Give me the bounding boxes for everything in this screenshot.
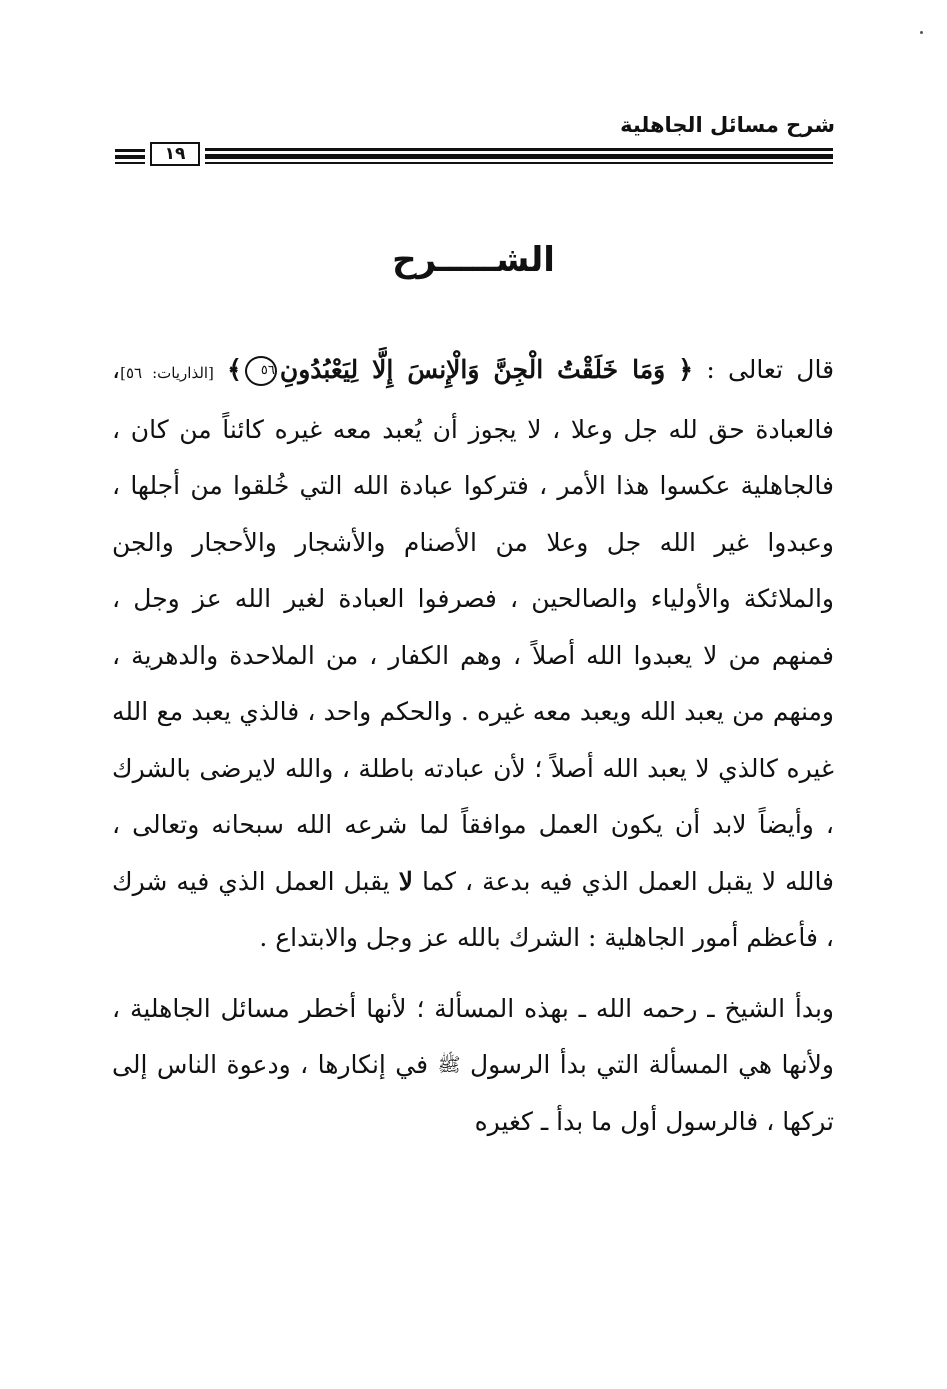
paragraph-2-text-b: في إنكارها ، ودعوة الناس إلى تركها ، فالرسول أول ما بدأ ـ كغيره — [112, 1050, 834, 1136]
paragraph-2-text-a: وبدأ الشيخ ـ رحمه الله ـ بهذه المسألة ؛ لأنها أخطر مسائل الجاهلية ، ولأنها هي المسألة التي بدأ الرسول — [112, 993, 834, 1079]
paragraph-1 — [112, 342, 834, 967]
section-heading: الشـــــرح — [392, 240, 555, 280]
salawat-symbol: ﷺ — [437, 1054, 461, 1076]
header-rule — [205, 146, 833, 166]
scan-speck — [920, 31, 923, 34]
header-rule-short — [115, 146, 145, 166]
paragraph-2 — [112, 981, 834, 1151]
paragraph-1-text-a: ، فالعبادة حق لله جل وعلا ، لا يجوز أن يُعبد معه غيره كائناً من كان ، فالجاهلية عكسوا هذا الأمر ، فتركوا عبادة الله التي خُلقوا من أجلها ، وعبدوا غير الله جل وعلا من الأصنام والأشجار والأحجار والجن والملائكة والأولياء والصالحين ، فصرفوا العبادة لغير الله عز وجل ، فمنهم من لا يعبدوا الله أصلاً ، وهم الكفار ، من الملاحدة والدهرية ، ومنهم من يعبد الله ويعبد معه غيره . والحكم واحد ، فالذي يعبد مع الله غيره كالذي لا يعبد الله أصلاً ؛ لأن عبادته باطلة ، والله لايرضى بالشرك ، وأيضاً لابد أن يكون العمل موافقاً لما شرعه الله سبحانه وتعالى ، فالله لا يقبل العمل الذي فيه بدعة ، كما — [112, 355, 835, 896]
verse-citation: [الذاريات: ٥٦] — [120, 364, 214, 382]
paragraph-1-text-b: يقبل العمل الذي فيه شرك ، فأعظم أمور الجاهلية : الشرك بالله عز وجل والابتداع . — [112, 866, 834, 952]
quran-bracket-open: ﴿ — [678, 355, 694, 384]
running-header-title: شرح مسائل الجاهلية — [620, 113, 835, 137]
body-text — [112, 342, 834, 1150]
intro-text: قال تعالى : — [693, 355, 835, 384]
paragraph-1-la: لا — [398, 866, 413, 896]
quran-verse: وَمَا خَلَقْتُ الْجِنَّ وَالْإِنسَ إِلَّا لِيَعْبُدُونِ — [279, 355, 666, 384]
page-number: ١٩ — [150, 142, 200, 166]
ayah-number-marker: ٥٦ — [245, 356, 277, 386]
quran-bracket-close: ﴾ — [227, 355, 242, 384]
